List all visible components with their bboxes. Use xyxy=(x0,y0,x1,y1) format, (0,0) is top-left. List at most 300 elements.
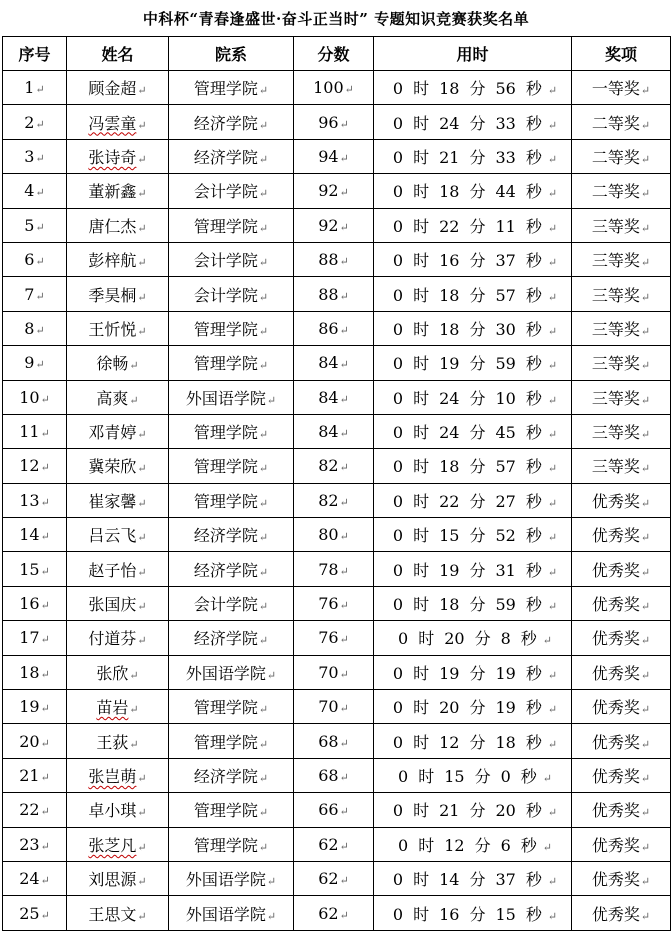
cell-name xyxy=(67,827,169,861)
cell-award xyxy=(572,655,671,689)
paragraph-mark-icon: ↵ xyxy=(640,703,651,717)
cell-award-text: 二等奖 xyxy=(591,147,640,167)
time-hour-unit: 时 xyxy=(413,354,430,374)
paragraph-mark-icon: ↵ xyxy=(40,461,50,475)
paragraph-mark-icon: ↵ xyxy=(35,220,45,234)
paragraph-mark-icon: ↵ xyxy=(258,118,269,132)
time-minutes: 15 xyxy=(444,767,465,786)
time-seconds: 15 xyxy=(495,904,516,924)
cell-no-text: 21 xyxy=(19,766,40,785)
time-second-unit: 秒 xyxy=(525,251,542,271)
time-second-unit: 秒 xyxy=(525,801,542,821)
time-minutes: 18 xyxy=(439,319,460,339)
cell-name xyxy=(67,71,169,105)
cell-score xyxy=(294,827,374,861)
paragraph-mark-icon: ↵ xyxy=(339,255,349,269)
paragraph-mark-icon: ↵ xyxy=(137,909,147,923)
paragraph-mark-icon: ↵ xyxy=(339,564,349,578)
time-hour-unit: 时 xyxy=(413,698,430,718)
cell-no xyxy=(3,724,67,758)
paragraph-mark-icon: ↵ xyxy=(339,633,349,647)
time-hour-unit: 时 xyxy=(413,491,430,511)
table-row xyxy=(3,311,671,345)
time-hours: 0 xyxy=(398,767,409,786)
time-seconds: 30 xyxy=(495,319,516,339)
time-second-unit: 秒 xyxy=(520,629,537,649)
table-row xyxy=(3,758,671,792)
time-hour-unit: 时 xyxy=(413,526,430,546)
cell-score xyxy=(294,380,374,414)
time-hours: 0 xyxy=(392,354,404,374)
time-hours: 0 xyxy=(392,285,404,305)
paragraph-mark-icon: ↵ xyxy=(258,290,269,304)
cell-dept-text: 管理学院 xyxy=(193,79,258,99)
cell-award-text: 优秀奖 xyxy=(591,526,640,546)
cell-name xyxy=(67,346,169,380)
paragraph-mark-icon: ↵ xyxy=(258,152,269,166)
cell-no-text: 14 xyxy=(19,525,40,545)
time-hours: 0 xyxy=(392,79,404,99)
cell-dept xyxy=(169,758,294,792)
cell-dept xyxy=(169,174,294,208)
time-minute-unit: 分 xyxy=(469,595,486,615)
time-hours: 0 xyxy=(392,216,404,236)
cell-name xyxy=(67,724,169,758)
cell-dept xyxy=(169,311,294,345)
time-seconds: 20 xyxy=(495,801,516,821)
time-minute-unit: 分 xyxy=(469,147,486,167)
cell-no xyxy=(3,380,67,414)
cell-score-text: 82 xyxy=(318,490,339,510)
cell-no xyxy=(3,449,67,483)
paragraph-mark-icon: ↵ xyxy=(258,496,269,510)
time-minutes: 12 xyxy=(444,835,465,855)
time-second-unit: 秒 xyxy=(525,663,542,683)
paragraph-mark-icon: ↵ xyxy=(547,152,558,166)
paragraph-mark-icon: ↵ xyxy=(547,290,558,304)
cell-dept xyxy=(169,105,294,139)
time-minute-unit: 分 xyxy=(469,285,486,305)
paragraph-mark-icon: ↵ xyxy=(547,703,558,717)
time-minute-unit: 分 xyxy=(469,79,486,99)
paragraph-mark-icon: ↵ xyxy=(640,428,651,442)
cell-dept-text: 外国语学院 xyxy=(185,904,266,924)
cell-award xyxy=(572,586,671,620)
paragraph-mark-icon: ↵ xyxy=(40,495,50,509)
cell-dept-text: 管理学院 xyxy=(193,835,258,855)
cell-dept-text: 会计学院 xyxy=(193,285,258,305)
cell-score-text: 76 xyxy=(318,628,339,648)
time-minutes: 18 xyxy=(439,457,460,477)
cell-no xyxy=(3,311,67,345)
cell-no xyxy=(3,174,67,208)
cell-award xyxy=(572,105,671,139)
cell-no xyxy=(3,690,67,724)
cell-name-text: 付道芬 xyxy=(88,629,137,649)
paragraph-mark-icon: ↵ xyxy=(547,806,558,820)
paragraph-mark-icon: ↵ xyxy=(137,600,147,614)
time-minute-unit: 分 xyxy=(469,182,486,202)
awards-table xyxy=(2,36,671,931)
cell-time xyxy=(374,483,572,517)
cell-dept xyxy=(169,518,294,552)
time-minutes: 24 xyxy=(439,388,460,408)
time-second-unit: 秒 xyxy=(520,767,537,786)
paragraph-mark-icon: ↵ xyxy=(339,805,349,819)
time-seconds: 57 xyxy=(495,285,516,305)
time-hour-unit: 时 xyxy=(413,216,430,236)
cell-score-text: 68 xyxy=(318,766,339,785)
time-minute-unit: 分 xyxy=(469,354,486,374)
cell-no-text: 12 xyxy=(19,456,40,476)
header-award: 奖项 xyxy=(572,37,671,71)
cell-name-text: 卓小琪 xyxy=(88,801,137,821)
cell-dept xyxy=(169,690,294,724)
paragraph-mark-icon: ↵ xyxy=(547,462,558,476)
cell-dept-text: 经济学院 xyxy=(193,560,258,580)
cell-name xyxy=(67,690,169,724)
paragraph-mark-icon: ↵ xyxy=(35,186,45,200)
time-hours: 0 xyxy=(392,560,404,580)
table-row xyxy=(3,71,671,105)
time-seconds: 11 xyxy=(495,216,516,236)
time-minutes: 24 xyxy=(439,423,460,443)
time-hour-unit: 时 xyxy=(418,767,435,786)
time-hours: 0 xyxy=(392,801,404,821)
cell-name-text: 高爽 xyxy=(96,388,129,408)
cell-name-text: 王思文 xyxy=(88,904,137,924)
paragraph-mark-icon: ↵ xyxy=(129,393,139,407)
cell-time xyxy=(374,827,572,861)
time-seconds: 56 xyxy=(495,79,516,99)
paragraph-mark-icon: ↵ xyxy=(547,737,558,751)
table-row xyxy=(3,483,671,517)
cell-name xyxy=(67,655,169,689)
paragraph-mark-icon: ↵ xyxy=(40,736,50,750)
cell-name-text: 彭梓航 xyxy=(88,251,137,271)
cell-dept xyxy=(169,586,294,620)
paragraph-mark-icon: ↵ xyxy=(137,875,147,889)
cell-time xyxy=(374,621,572,655)
paragraph-mark-icon: ↵ xyxy=(640,840,651,854)
cell-name-text: 张国庆 xyxy=(88,595,137,615)
table-row xyxy=(3,414,671,448)
cell-dept-text: 会计学院 xyxy=(193,595,258,615)
time-minutes: 18 xyxy=(439,182,460,202)
time-second-unit: 秒 xyxy=(525,216,542,236)
cell-dept-text: 管理学院 xyxy=(193,216,258,236)
paragraph-mark-icon: ↵ xyxy=(40,633,50,647)
cell-score xyxy=(294,518,374,552)
cell-score-text: 84 xyxy=(318,353,339,373)
cell-dept-text: 经济学院 xyxy=(193,113,258,133)
paragraph-mark-icon: ↵ xyxy=(40,599,50,613)
cell-dept-text: 经济学院 xyxy=(193,526,258,546)
cell-name xyxy=(67,483,169,517)
cell-score xyxy=(294,586,374,620)
paragraph-mark-icon: ↵ xyxy=(258,737,269,751)
cell-name xyxy=(67,139,169,173)
cell-award xyxy=(572,242,671,276)
cell-award-text: 二等奖 xyxy=(591,182,640,202)
paragraph-mark-icon: ↵ xyxy=(542,840,552,854)
paragraph-mark-icon: ↵ xyxy=(339,702,349,716)
cell-award-text: 三等奖 xyxy=(591,354,640,374)
cell-score xyxy=(294,449,374,483)
table-row xyxy=(3,139,671,173)
cell-no-text: 22 xyxy=(19,800,40,820)
time-second-unit: 秒 xyxy=(525,147,542,167)
time-hours: 0 xyxy=(392,491,404,511)
paragraph-mark-icon: ↵ xyxy=(640,909,651,923)
time-second-unit: 秒 xyxy=(525,595,542,615)
time-hours: 0 xyxy=(392,388,404,408)
table-row xyxy=(3,586,671,620)
cell-award-text: 优秀奖 xyxy=(591,629,640,649)
cell-name-text: 王忻悦 xyxy=(88,319,137,339)
cell-award xyxy=(572,139,671,173)
cell-dept xyxy=(169,483,294,517)
cell-time xyxy=(374,861,572,895)
table-row xyxy=(3,277,671,311)
cell-time xyxy=(374,655,572,689)
cell-score xyxy=(294,105,374,139)
cell-dept-text: 经济学院 xyxy=(193,629,258,649)
table-row xyxy=(3,896,671,930)
cell-time xyxy=(374,174,572,208)
cell-award-text: 优秀奖 xyxy=(591,904,640,924)
paragraph-mark-icon: ↵ xyxy=(339,495,349,509)
cell-score xyxy=(294,139,374,173)
cell-time xyxy=(374,139,572,173)
paragraph-mark-icon: ↵ xyxy=(258,600,269,614)
cell-award xyxy=(572,346,671,380)
header-row xyxy=(3,37,671,71)
time-second-unit: 秒 xyxy=(525,113,542,133)
cell-no-text: 20 xyxy=(19,731,40,751)
cell-dept xyxy=(169,552,294,586)
cell-name-text: 张诗奇 xyxy=(88,147,137,167)
time-minute-unit: 分 xyxy=(469,801,486,821)
time-second-unit: 秒 xyxy=(525,182,542,202)
paragraph-mark-icon: ↵ xyxy=(547,875,558,889)
cell-award-text: 二等奖 xyxy=(591,113,640,133)
cell-time xyxy=(374,242,572,276)
time-seconds: 31 xyxy=(495,560,516,580)
cell-score-text: 100 xyxy=(313,78,344,98)
cell-score-text: 62 xyxy=(318,834,339,854)
cell-dept xyxy=(169,896,294,930)
cell-award-text: 三等奖 xyxy=(591,251,640,271)
time-minutes: 20 xyxy=(439,698,460,718)
cell-name-text: 徐畅 xyxy=(96,354,129,374)
time-minute-unit: 分 xyxy=(469,870,486,890)
paragraph-mark-icon: ↵ xyxy=(640,806,651,820)
table-row xyxy=(3,655,671,689)
cell-award xyxy=(572,827,671,861)
paragraph-mark-icon: ↵ xyxy=(547,393,558,407)
cell-score-text: 86 xyxy=(318,318,339,338)
cell-name-text: 邓青婷 xyxy=(88,423,137,443)
table-row xyxy=(3,861,671,895)
paragraph-mark-icon: ↵ xyxy=(640,772,651,785)
cell-name xyxy=(67,758,169,792)
time-hours: 0 xyxy=(392,732,404,752)
time-minutes: 24 xyxy=(439,113,460,133)
paragraph-mark-icon: ↵ xyxy=(640,634,651,648)
cell-score-text: 70 xyxy=(318,697,339,717)
cell-award xyxy=(572,449,671,483)
cell-score xyxy=(294,346,374,380)
cell-name xyxy=(67,621,169,655)
cell-award xyxy=(572,414,671,448)
cell-award xyxy=(572,311,671,345)
paragraph-mark-icon: ↵ xyxy=(258,772,269,785)
cell-dept xyxy=(169,139,294,173)
cell-score-text: 62 xyxy=(318,869,339,889)
time-minute-unit: 分 xyxy=(469,491,486,511)
cell-no-text: 7 xyxy=(24,284,35,304)
cell-score-text: 84 xyxy=(318,422,339,442)
paragraph-mark-icon: ↵ xyxy=(137,256,147,270)
time-hours: 0 xyxy=(398,835,409,855)
paragraph-mark-icon: ↵ xyxy=(547,359,558,373)
cell-no xyxy=(3,861,67,895)
time-hour-unit: 时 xyxy=(413,904,430,924)
paragraph-mark-icon: ↵ xyxy=(640,565,651,579)
time-minute-unit: 分 xyxy=(474,629,491,649)
table-row xyxy=(3,105,671,139)
time-second-unit: 秒 xyxy=(525,423,542,443)
cell-no xyxy=(3,208,67,242)
cell-score xyxy=(294,552,374,586)
cell-award xyxy=(572,896,671,930)
time-second-unit: 秒 xyxy=(525,870,542,890)
cell-no xyxy=(3,277,67,311)
cell-score-text: 84 xyxy=(318,387,339,407)
paragraph-mark-icon: ↵ xyxy=(339,530,349,544)
cell-score xyxy=(294,896,374,930)
paragraph-mark-icon: ↵ xyxy=(35,117,45,131)
cell-award-text: 一等奖 xyxy=(591,79,640,99)
time-minutes: 21 xyxy=(439,147,460,167)
paragraph-mark-icon: ↵ xyxy=(137,496,147,510)
table-row xyxy=(3,793,671,827)
header-name: 姓名 xyxy=(67,37,169,71)
time-seconds: 37 xyxy=(495,251,516,271)
cell-name xyxy=(67,311,169,345)
paragraph-mark-icon: ↵ xyxy=(640,84,651,98)
paragraph-mark-icon: ↵ xyxy=(640,256,651,270)
paragraph-mark-icon: ↵ xyxy=(266,668,277,682)
time-seconds: 8 xyxy=(500,629,511,649)
cell-award-text: 三等奖 xyxy=(591,423,640,443)
paragraph-mark-icon: ↵ xyxy=(40,874,50,888)
cell-dept-text: 管理学院 xyxy=(193,423,258,443)
time-minute-unit: 分 xyxy=(469,319,486,339)
cell-time xyxy=(374,311,572,345)
cell-name xyxy=(67,414,169,448)
paragraph-mark-icon: ↵ xyxy=(640,668,651,682)
cell-name-text: 王荻 xyxy=(96,732,129,752)
cell-score xyxy=(294,690,374,724)
cell-award xyxy=(572,724,671,758)
time-second-unit: 秒 xyxy=(525,388,542,408)
cell-time xyxy=(374,71,572,105)
cell-score-text: 80 xyxy=(318,525,339,545)
cell-no-text: 13 xyxy=(19,490,40,510)
paragraph-mark-icon: ↵ xyxy=(339,874,349,888)
paragraph-mark-icon: ↵ xyxy=(137,187,147,201)
cell-dept-text: 外国语学院 xyxy=(185,388,266,408)
paragraph-mark-icon: ↵ xyxy=(547,565,558,579)
paragraph-mark-icon: ↵ xyxy=(339,427,349,441)
cell-name-text: 顾金超 xyxy=(88,79,137,99)
time-minutes: 18 xyxy=(439,595,460,615)
cell-name-text: 吕云飞 xyxy=(88,526,137,546)
cell-time xyxy=(374,208,572,242)
paragraph-mark-icon: ↵ xyxy=(339,461,349,475)
paragraph-mark-icon: ↵ xyxy=(640,496,651,510)
cell-name-text: 张芝凡 xyxy=(88,835,137,855)
cell-award-text: 三等奖 xyxy=(591,216,640,236)
paragraph-mark-icon: ↵ xyxy=(40,427,50,441)
time-minute-unit: 分 xyxy=(469,904,486,924)
time-minutes: 19 xyxy=(439,560,460,580)
cell-name xyxy=(67,449,169,483)
paragraph-mark-icon: ↵ xyxy=(344,83,354,97)
time-hour-unit: 时 xyxy=(413,251,430,271)
paragraph-mark-icon: ↵ xyxy=(40,702,50,716)
time-minute-unit: 分 xyxy=(469,698,486,718)
cell-award xyxy=(572,518,671,552)
paragraph-mark-icon: ↵ xyxy=(40,667,50,681)
time-seconds: 59 xyxy=(495,354,516,374)
time-seconds: 57 xyxy=(495,457,516,477)
cell-dept-text: 经济学院 xyxy=(193,767,258,786)
time-second-unit: 秒 xyxy=(525,285,542,305)
time-minutes: 12 xyxy=(439,732,460,752)
paragraph-mark-icon: ↵ xyxy=(640,600,651,614)
paragraph-mark-icon: ↵ xyxy=(137,462,147,476)
paragraph-mark-icon: ↵ xyxy=(547,118,558,132)
paragraph-mark-icon: ↵ xyxy=(339,323,349,337)
time-hour-unit: 时 xyxy=(413,457,430,477)
paragraph-mark-icon: ↵ xyxy=(40,564,50,578)
time-hour-unit: 时 xyxy=(413,388,430,408)
cell-dept-text: 管理学院 xyxy=(193,801,258,821)
cell-name-text: 苗岩 xyxy=(96,698,129,718)
cell-no-text: 4 xyxy=(24,181,35,201)
cell-name-text: 张岂萌 xyxy=(88,767,137,786)
cell-name xyxy=(67,174,169,208)
time-minutes: 16 xyxy=(439,251,460,271)
time-minute-unit: 分 xyxy=(469,113,486,133)
paragraph-mark-icon: ↵ xyxy=(137,118,147,132)
time-hours: 0 xyxy=(392,182,404,202)
paragraph-mark-icon: ↵ xyxy=(547,600,558,614)
cell-time xyxy=(374,586,572,620)
cell-no-text: 16 xyxy=(19,594,40,614)
cell-dept xyxy=(169,346,294,380)
cell-time xyxy=(374,896,572,930)
paragraph-mark-icon: ↵ xyxy=(266,909,277,923)
table-row xyxy=(3,346,671,380)
cell-name xyxy=(67,277,169,311)
time-hour-unit: 时 xyxy=(413,801,430,821)
cell-dept-text: 经济学院 xyxy=(193,147,258,167)
table-row xyxy=(3,449,671,483)
